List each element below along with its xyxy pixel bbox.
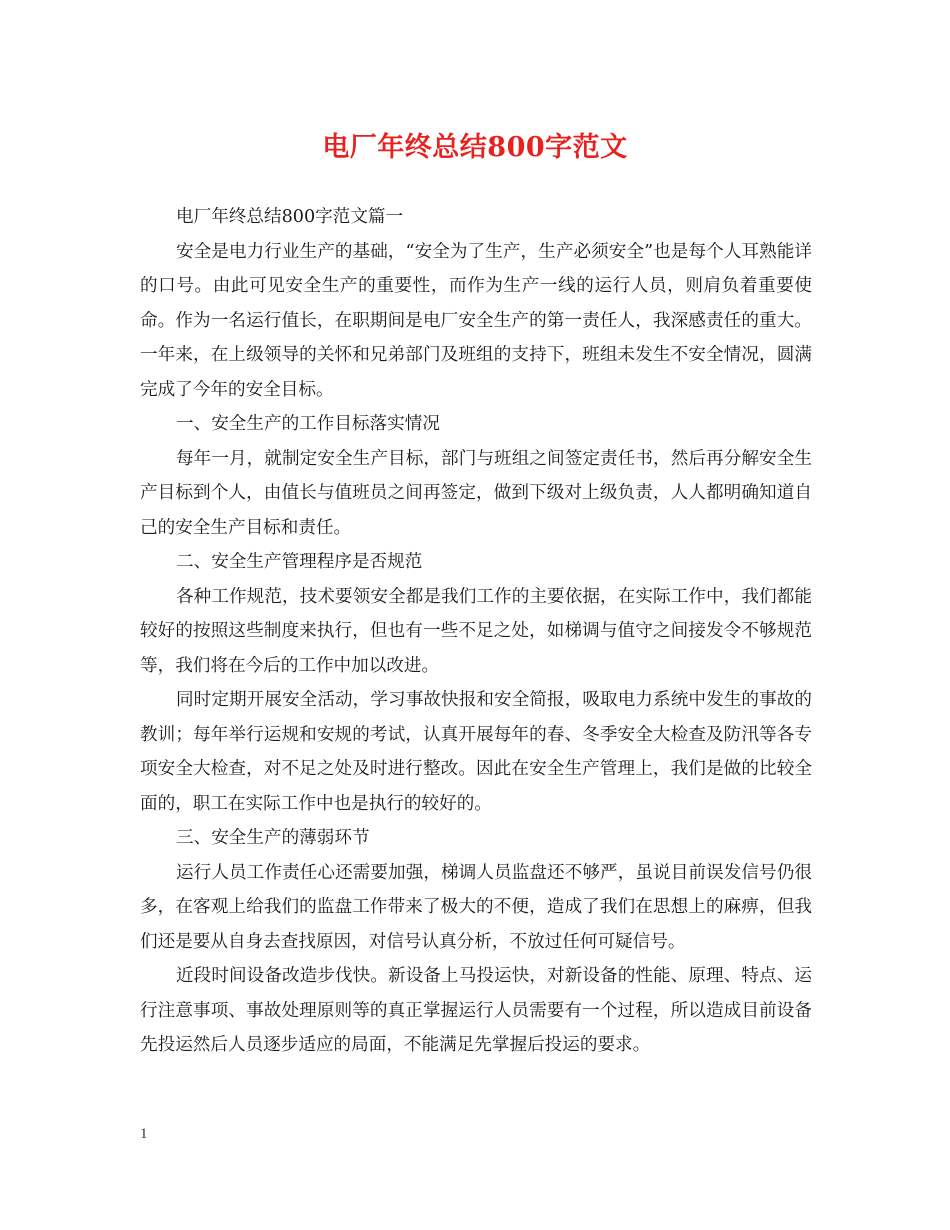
page-number: 1 <box>140 1126 148 1142</box>
paragraph-intro: 安全是电力行业生产的基础，“安全为了生产，生产必须安全”也是每个人耳熟能详的口号。由此可见安全生产的重要性，而作为生产一线的运行人员，则肩负着重要使命。作为一名运行值长，在职期间是电厂安全生产的第一责任人，我深感责任的重大。一年来，在上级领导的关怀和兄弟部门及班组的支持下，班组未发生不安全情况，圆满完成了今年的安全目标。 <box>140 241 812 400</box>
paragraph-goal-implementation: 每年一月，就制定安全生产目标，部门与班组之间签定责任书，然后再分解安全生产目标到个人，由值长与值班员之间再签定，做到下级对上级负责，人人都明确知道自己的安全生产目标和责任。 <box>140 448 812 538</box>
document-title: 电厂年终总结800字范文 <box>322 132 628 163</box>
document-body <box>140 200 812 1063</box>
heading-weak-links: 三、安全生产的薄弱环节 <box>176 828 370 848</box>
paragraph-safety-activities: 同时定期开展安全活动，学习事故快报和安全简报，吸取电力系统中发生的事故的教训；每年举行运规和安规的考试，认真开展每年的春、冬季安全大检查及防汛等各专项安全大检查，对不足之处及时进行整改。因此在安全生产管理上，我们是做的比较全面的，职工在实际工作中也是执行的较好的。 <box>140 690 812 814</box>
paragraph-management-procedures: 各种工作规范，技术要领安全都是我们工作的主要依据，在实际工作中，我们都能较好的按照这些制度来执行，但也有一些不足之处，如梯调与值守之间接发令不够规范等，我们将在今后的工作中加以改进。 <box>140 586 812 676</box>
paragraph-section-heading: 电厂年终总结800字范文篇一 <box>176 207 404 227</box>
heading-management-procedures: 二、安全生产管理程序是否规范 <box>176 552 423 572</box>
heading-goal-implementation: 一、安全生产的工作目标落实情况 <box>176 414 440 434</box>
paragraph-equipment-upgrade: 近段时间设备改造步伐快。新设备上马投运快，对新设备的性能、原理、特点、运行注意事项、事故处理原则等的真正掌握运行人员需要有一个过程，所以造成目前设备先投运然后人员逐步适应的局面，不能满足先掌握后投运的要求。 <box>140 966 812 1055</box>
paragraph-responsibility: 运行人员工作责任心还需要加强，梯调人员监盘还不够严，虽说目前误发信号仍很多，在客观上给我们的监盘工作带来了极大的不便，造成了我们在思想上的麻痹，但我们还是要从自身去查找原因，对信号认真分析，不放过任何可疑信号。 <box>140 862 812 952</box>
